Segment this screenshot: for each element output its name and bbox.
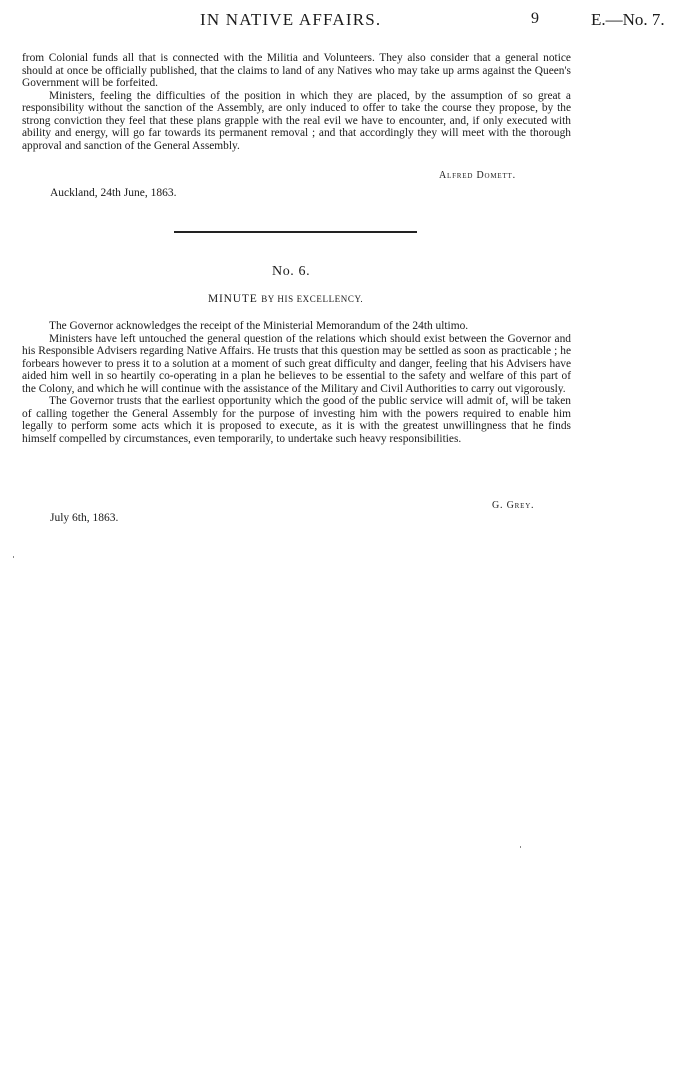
minute-heading-sub: BY HIS EXCELLENCY. bbox=[261, 294, 364, 304]
document-number: No. 6. bbox=[272, 264, 311, 279]
paragraph: from Colonial funds all that is connected with the Militia and Volunteers. They also consider that a general notice should at once be officially published, that the claims to land of any Natives who may take up arms against the Queen's Government will be forfeited. bbox=[22, 52, 571, 89]
memorandum-continuation bbox=[22, 52, 571, 152]
dateline-july: July 6th, 1863. bbox=[50, 512, 119, 524]
section-divider bbox=[174, 231, 417, 233]
page-number: 9 bbox=[531, 10, 539, 27]
minute-heading bbox=[208, 293, 363, 305]
dateline-auckland: Auckland, 24th June, 1863. bbox=[50, 187, 177, 199]
paragraph: The Governor trusts that the earliest opportunity which the good of the public service will admit of, will be taken of calling together the General Assembly for the purpose of investing him with the powers required to enable him legally to perform some acts which it is proposed to execute, as it is with the greatest unwillingness that he finds himself compelled by circumstances, even temporarily, to undertake such heavy responsibilities. bbox=[22, 395, 571, 445]
header-title: IN NATIVE AFFAIRS. bbox=[200, 10, 382, 29]
paragraph: Ministers have left untouched the general question of the relations which should exist between the Governor and his Responsible Advisers regarding Native Affairs. He trusts that this question may be settled as soon as practicable ; he forbears however to press it to a solution at a moment of such great difficulty and danger, feeling that his Advisers have aided him well in so heartily co-operating in a plan he believes to be essential to the safety and welfare of this part of the Colony, and which he will continue with the assistance of the Military and Civil Authorities to carry out vigorously. bbox=[22, 332, 571, 395]
document-reference: E.—No. 7. bbox=[591, 10, 665, 29]
paragraph: Ministers, feeling the difficulties of the position in which they are placed, by the assumption of so great a responsibility without the sanction of the Assembly, are only induced to offer to take the course they propose, by the strong conviction they feel that these plans grapple with the real evil we have to encounter, and, if only executed with ability and energy, will go far towards its permanent removal ; and that accordingly they will meet with the thorough approval and sanction of the General Assembly. bbox=[22, 89, 571, 152]
scan-speck bbox=[520, 846, 521, 848]
running-header bbox=[0, 10, 700, 36]
signature-domett: Alfred Domett. bbox=[439, 170, 516, 181]
minute-body bbox=[22, 320, 571, 445]
minute-heading-main: MINUTE bbox=[208, 293, 258, 305]
signature-grey: G. Grey. bbox=[492, 500, 535, 511]
scan-speck bbox=[13, 556, 14, 558]
paragraph: The Governor acknowledges the receipt of the Ministerial Memorandum of the 24th ultimo. bbox=[49, 320, 469, 332]
